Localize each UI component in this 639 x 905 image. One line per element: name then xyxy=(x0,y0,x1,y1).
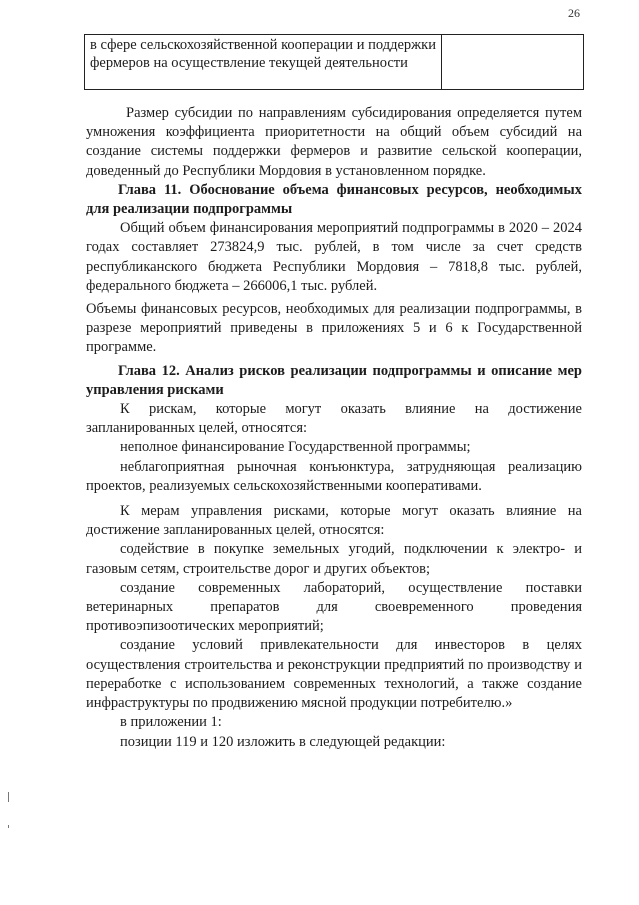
document-body xyxy=(86,104,582,752)
heading-chapter-11: Глава 11. Обоснование объема финансовых ресурсов, необходимых для реализации подпрограммы xyxy=(86,181,582,218)
paragraph-measure-investors: создание условий привлекательности для инвесторов в целях осуществления строительства и реконструкции предприятий по производству и переработке с использованием современных технологий, а также создание инфраструктуры по продвижению мясной продукции потребителю.» xyxy=(86,637,582,712)
heading-chapter-12: Глава 12. Анализ рисков реализации подпрограммы и описание мер управления рисками xyxy=(86,362,582,398)
paragraph-appendix-1: в приложении 1: xyxy=(120,714,222,731)
paragraph-risk-financing: неполное финансирование Государственной программы; xyxy=(120,439,471,456)
paragraph-risks-intro: К рискам, которые могут оказать влияние на достижение запланированных целей, относятся: xyxy=(86,401,582,437)
paragraph-measure-labs: создание современных лабораторий, осуществление поставки ветеринарных препаратов для своевременного проведения противоэпизоотических мероприятий; xyxy=(86,579,582,635)
paragraph-funding-volume: Общий объем финансирования мероприятий подпрограммы в 2020 – 2024 годах составляет 273824,9 тыс. рублей, в том числе за счет средств республиканского бюджета Республики Мордовия – 7818,8 тыс. рублей, федерального бюджета – 266006,1 тыс. рублей. xyxy=(86,220,582,294)
paragraph-subsidy-size: Размер субсидии по направлениям субсидирования определяется путем умножения коэффициента приоритетности на общий объем субсидий на создание системы поддержки фермеров и развитие сельской кооперации, доведенный до Республики Мордовия в установленном порядке. xyxy=(86,105,582,179)
paragraph-measures-intro: К мерам управления рисками, которые могут оказать влияние на достижение запланированных целей, относятся: xyxy=(86,503,582,539)
table-cell-text: в сфере сельскохозяйственной кооперации и поддержки фермеров на осуществление текущей деятельности xyxy=(85,35,442,90)
paragraph-risk-market: неблагоприятная рыночная конъюнктура, затрудняющая реализацию проектов, реализуемых сельскохозяйственными кооперативами. xyxy=(86,458,582,494)
table-cell-empty xyxy=(442,35,584,90)
paragraph-positions: позиции 119 и 120 изложить в следующей редакции: xyxy=(120,733,446,750)
paragraph-financial-resources: Объемы финансовых ресурсов, необходимых для реализации подпрограммы, в разрезе мероприятий приведены в приложениях 5 и 6 к Государственной программе. xyxy=(86,301,582,356)
continued-table xyxy=(84,34,584,90)
page-number: 26 xyxy=(568,6,580,20)
table-row xyxy=(85,35,584,90)
scan-artifact xyxy=(8,792,9,802)
scan-artifact xyxy=(8,825,9,828)
paragraph-measure-land: содействие в покупке земельных угодий, подключении к электро- и газовым сетям, строительстве дорог и других объектов; xyxy=(86,541,582,577)
